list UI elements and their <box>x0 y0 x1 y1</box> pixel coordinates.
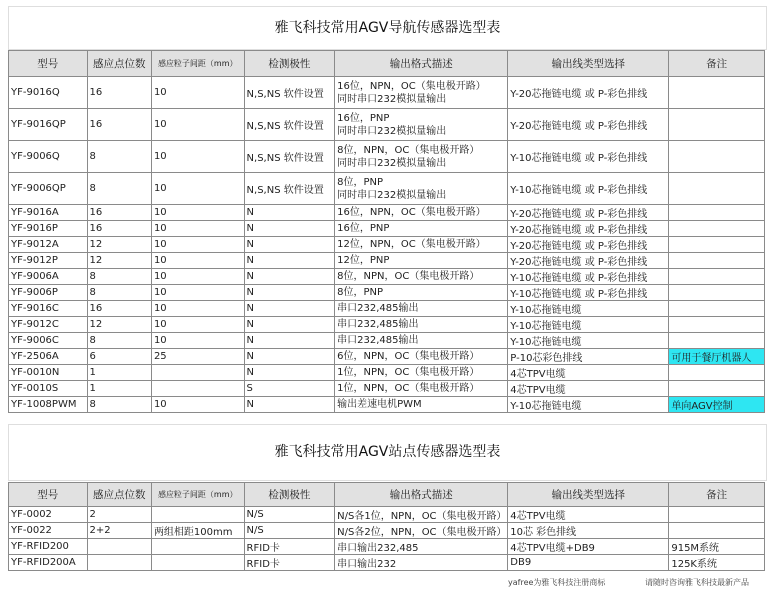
cell-model: YF-9016C <box>9 301 88 317</box>
cell-output <box>335 397 508 413</box>
cell-model: YF-9006P <box>9 285 88 301</box>
cell-output <box>335 205 508 221</box>
table-row <box>9 253 765 269</box>
col-header-polarity: 检测极性 <box>244 51 335 77</box>
output-line: 8位，PNP <box>337 287 384 298</box>
cell-output <box>335 173 508 205</box>
cell-model: YF-RFID200 <box>9 539 88 555</box>
cell-cable: Y-10芯拖链电缆 <box>508 397 669 413</box>
cell-cable: Y-10芯拖链电缆 或 P-彩色排线 <box>508 269 669 285</box>
cell-note <box>669 173 765 205</box>
cell-points: 12 <box>87 253 151 269</box>
cell-output: 串口输出232 <box>335 555 508 571</box>
cell-note <box>669 301 765 317</box>
cell-output: N/S各1位，NPN，OC（集电极开路） <box>335 507 508 523</box>
cell-cable: Y-20芯拖链电缆 或 P-彩色排线 <box>508 237 669 253</box>
cell-cable: 4芯TPV电缆+DB9 <box>508 539 669 555</box>
cell-note <box>669 381 765 397</box>
output-line: 8位，PNP <box>337 176 384 188</box>
table-row <box>9 77 765 109</box>
cell-polarity: N,S,NS 软件设置 <box>244 141 335 173</box>
nav-sensor-table <box>8 50 765 413</box>
cell-polarity: N/S <box>244 523 335 539</box>
cell-polarity: N <box>244 221 335 237</box>
cell-note: 可用于餐厅机器人 <box>669 349 765 365</box>
cell-pitch: 10 <box>151 317 244 333</box>
output-line: 1位，NPN，OC（集电极开路） <box>337 367 480 378</box>
cell-note: 915M系统 <box>669 539 765 555</box>
cell-polarity: N <box>244 205 335 221</box>
cell-output <box>335 253 508 269</box>
col-header-cable: 输出线类型选择 <box>508 483 669 507</box>
cell-cable: Y-20芯拖链电缆 或 P-彩色排线 <box>508 205 669 221</box>
station-sensor-table <box>8 482 765 571</box>
cell-output <box>335 237 508 253</box>
col-header-points: 感应点位数 <box>87 51 151 77</box>
table-row <box>9 365 765 381</box>
cell-polarity: N <box>244 349 335 365</box>
col-header-note: 备注 <box>669 483 765 507</box>
cell-polarity: N/S <box>244 507 335 523</box>
cell-note <box>669 507 765 523</box>
cell-polarity: N,S,NS 软件设置 <box>244 109 335 141</box>
cell-model: YF-0010S <box>9 381 88 397</box>
cell-pitch: 10 <box>151 269 244 285</box>
output-line: 16位，NPN，OC（集电极开路） <box>337 80 486 92</box>
output-line: 16位，PNP <box>337 223 390 234</box>
cell-pitch: 两组相距100mm <box>151 523 244 539</box>
cell-model: YF-9006C <box>9 333 88 349</box>
cell-polarity: N,S,NS 软件设置 <box>244 77 335 109</box>
col-header-model: 型号 <box>9 51 88 77</box>
cell-pitch: 10 <box>151 333 244 349</box>
cell-pitch: 10 <box>151 109 244 141</box>
cell-cable: Y-10芯拖链电缆 或 P-彩色排线 <box>508 285 669 301</box>
cell-polarity: RFID卡 <box>244 539 335 555</box>
output-line: 串口232,485输出 <box>337 303 419 314</box>
cell-output <box>335 269 508 285</box>
table-row <box>9 507 765 523</box>
col-header-note: 备注 <box>669 51 765 77</box>
cell-output <box>335 333 508 349</box>
cell-points: 8 <box>87 285 151 301</box>
cell-cable: 4芯TPV电缆 <box>508 507 669 523</box>
cell-polarity: N <box>244 237 335 253</box>
cell-cable: Y-10芯拖链电缆 <box>508 333 669 349</box>
col-header-points: 感应点位数 <box>87 483 151 507</box>
cell-points: 8 <box>87 141 151 173</box>
cell-points: 8 <box>87 333 151 349</box>
output-line: 同时串口232模拟量输出 <box>337 189 447 201</box>
cell-note <box>669 77 765 109</box>
cell-model: YF-0022 <box>9 523 88 539</box>
cell-pitch <box>151 507 244 523</box>
cell-polarity: N <box>244 397 335 413</box>
cell-pitch: 25 <box>151 349 244 365</box>
cell-points: 16 <box>87 109 151 141</box>
table-row <box>9 109 765 141</box>
cell-model: YF-9012A <box>9 237 88 253</box>
cell-pitch: 10 <box>151 205 244 221</box>
cell-points: 2 <box>87 507 151 523</box>
cell-points: 8 <box>87 173 151 205</box>
cell-model: YF-9006QP <box>9 173 88 205</box>
cell-polarity: RFID卡 <box>244 555 335 571</box>
cell-model: YF-0010N <box>9 365 88 381</box>
cell-points: 16 <box>87 205 151 221</box>
cell-cable: Y-20芯拖链电缆 或 P-彩色排线 <box>508 109 669 141</box>
col-header-output: 输出格式描述 <box>335 51 508 77</box>
cell-pitch: 10 <box>151 141 244 173</box>
cell-output <box>335 109 508 141</box>
cell-pitch <box>151 365 244 381</box>
table-row <box>9 349 765 365</box>
station-table-title: 雅飞科技常用AGV站点传感器选型表 <box>8 424 767 481</box>
table-row <box>9 141 765 173</box>
cell-note: 单向AGV控制 <box>669 397 765 413</box>
cell-model: YF-9016Q <box>9 77 88 109</box>
cell-model: YF-RFID200A <box>9 555 88 571</box>
cell-points: 16 <box>87 221 151 237</box>
cell-model: YF-0002 <box>9 507 88 523</box>
cell-pitch: 10 <box>151 285 244 301</box>
cell-pitch: 10 <box>151 301 244 317</box>
table-row <box>9 269 765 285</box>
table-row <box>9 397 765 413</box>
cell-output <box>335 301 508 317</box>
table-row <box>9 381 765 397</box>
cell-cable: P-10芯彩色排线 <box>508 349 669 365</box>
output-line: 6位，NPN，OC（集电极开路） <box>337 351 480 362</box>
cell-model: YF-9006A <box>9 269 88 285</box>
table-header-row <box>9 51 765 77</box>
cell-cable: Y-20芯拖链电缆 或 P-彩色排线 <box>508 253 669 269</box>
nav-table-title: 雅飞科技常用AGV导航传感器选型表 <box>8 6 767 50</box>
cell-points: 8 <box>87 397 151 413</box>
output-line: 同时串口232模拟量输出 <box>337 125 447 137</box>
table-row <box>9 523 765 539</box>
output-line: 16位，PNP <box>337 112 390 124</box>
cell-note <box>669 285 765 301</box>
cell-note: 125K系统 <box>669 555 765 571</box>
cell-polarity: N <box>244 269 335 285</box>
cell-note <box>669 109 765 141</box>
table-header-row <box>9 483 765 507</box>
cell-output <box>335 349 508 365</box>
table-row <box>9 301 765 317</box>
cell-model: YF-9016QP <box>9 109 88 141</box>
col-header-pitch: 感应粒子间距（mm） <box>151 51 244 77</box>
cell-pitch: 10 <box>151 253 244 269</box>
cell-points: 8 <box>87 269 151 285</box>
cell-pitch: 10 <box>151 397 244 413</box>
cell-output <box>335 77 508 109</box>
output-line: 输出差速电机PWM <box>337 399 422 410</box>
table-row <box>9 317 765 333</box>
cell-model: YF-9016A <box>9 205 88 221</box>
cell-output <box>335 381 508 397</box>
cell-output: 串口输出232,485 <box>335 539 508 555</box>
cell-polarity: N <box>244 365 335 381</box>
cell-pitch: 10 <box>151 237 244 253</box>
cell-polarity: N <box>244 253 335 269</box>
table-row <box>9 333 765 349</box>
cell-cable: Y-20芯拖链电缆 或 P-彩色排线 <box>508 77 669 109</box>
cell-model: YF-9016P <box>9 221 88 237</box>
cell-points <box>87 555 151 571</box>
cell-points: 12 <box>87 317 151 333</box>
cell-points: 1 <box>87 381 151 397</box>
output-line: 12位，NPN，OC（集电极开路） <box>337 239 486 250</box>
cell-points <box>87 539 151 555</box>
cell-polarity: S <box>244 381 335 397</box>
cell-cable: Y-10芯拖链电缆 <box>508 301 669 317</box>
cell-pitch: 10 <box>151 77 244 109</box>
cell-output <box>335 141 508 173</box>
cell-points: 2+2 <box>87 523 151 539</box>
cell-points: 16 <box>87 301 151 317</box>
cell-note <box>669 523 765 539</box>
cell-note <box>669 141 765 173</box>
col-header-model: 型号 <box>9 483 88 507</box>
cell-points: 16 <box>87 77 151 109</box>
cell-cable: Y-10芯拖链电缆 或 P-彩色排线 <box>508 173 669 205</box>
output-line: 8位，NPN，OC（集电极开路） <box>337 144 480 156</box>
output-line: 串口232,485输出 <box>337 335 419 346</box>
cell-cable: Y-10芯拖链电缆 或 P-彩色排线 <box>508 141 669 173</box>
output-line: 1位，NPN，OC（集电极开路） <box>337 383 480 394</box>
cell-cable: 4芯TPV电缆 <box>508 365 669 381</box>
cell-polarity: N <box>244 301 335 317</box>
table-row <box>9 285 765 301</box>
col-header-polarity: 检测极性 <box>244 483 335 507</box>
col-header-output: 输出格式描述 <box>335 483 508 507</box>
cell-pitch <box>151 381 244 397</box>
output-line: 同时串口232模拟量输出 <box>337 157 447 169</box>
cell-model: YF-9012C <box>9 317 88 333</box>
cell-model: YF-9012P <box>9 253 88 269</box>
cell-note <box>669 237 765 253</box>
cell-cable: 10芯 彩色排线 <box>508 523 669 539</box>
cell-note <box>669 269 765 285</box>
cell-points: 12 <box>87 237 151 253</box>
output-line: 16位，NPN，OC（集电极开路） <box>337 207 486 218</box>
cell-points: 6 <box>87 349 151 365</box>
cell-cable: DB9 <box>508 555 669 571</box>
cell-polarity: N,S,NS 软件设置 <box>244 173 335 205</box>
cell-output <box>335 365 508 381</box>
output-line: 12位，PNP <box>337 255 390 266</box>
cell-cable: Y-20芯拖链电缆 或 P-彩色排线 <box>508 221 669 237</box>
cell-polarity: N <box>244 285 335 301</box>
cell-note <box>669 333 765 349</box>
cell-note <box>669 221 765 237</box>
cell-pitch: 10 <box>151 221 244 237</box>
output-line: 同时串口232模拟量输出 <box>337 93 447 105</box>
cell-output <box>335 317 508 333</box>
cell-points: 1 <box>87 365 151 381</box>
col-header-cable: 输出线类型选择 <box>508 51 669 77</box>
cell-model: YF-2506A <box>9 349 88 365</box>
cell-polarity: N <box>244 333 335 349</box>
cell-cable: Y-10芯拖链电缆 <box>508 317 669 333</box>
cell-output: N/S各2位，NPN，OC（集电极开路） <box>335 523 508 539</box>
table-row <box>9 205 765 221</box>
cell-model: YF-9006Q <box>9 141 88 173</box>
cell-pitch: 10 <box>151 173 244 205</box>
table-row <box>9 539 765 555</box>
col-header-pitch: 感应粒子间距（mm） <box>151 483 244 507</box>
output-line: 8位，NPN，OC（集电极开路） <box>337 271 480 282</box>
contact-note: 请随时咨询雅飞科技最新产品 <box>645 578 749 587</box>
cell-note <box>669 253 765 269</box>
cell-polarity: N <box>244 317 335 333</box>
table-row <box>9 221 765 237</box>
output-line: 串口232,485输出 <box>337 319 419 330</box>
trademark-note: yafree为雅飞科技注册商标 <box>508 578 606 587</box>
table-row <box>9 555 765 571</box>
table-row <box>9 237 765 253</box>
cell-output <box>335 285 508 301</box>
table-row <box>9 173 765 205</box>
cell-output <box>335 221 508 237</box>
cell-note <box>669 365 765 381</box>
cell-pitch <box>151 555 244 571</box>
cell-note <box>669 205 765 221</box>
cell-note <box>669 317 765 333</box>
cell-cable: 4芯TPV电缆 <box>508 381 669 397</box>
cell-model: YF-1008PWM <box>9 397 88 413</box>
cell-pitch <box>151 539 244 555</box>
